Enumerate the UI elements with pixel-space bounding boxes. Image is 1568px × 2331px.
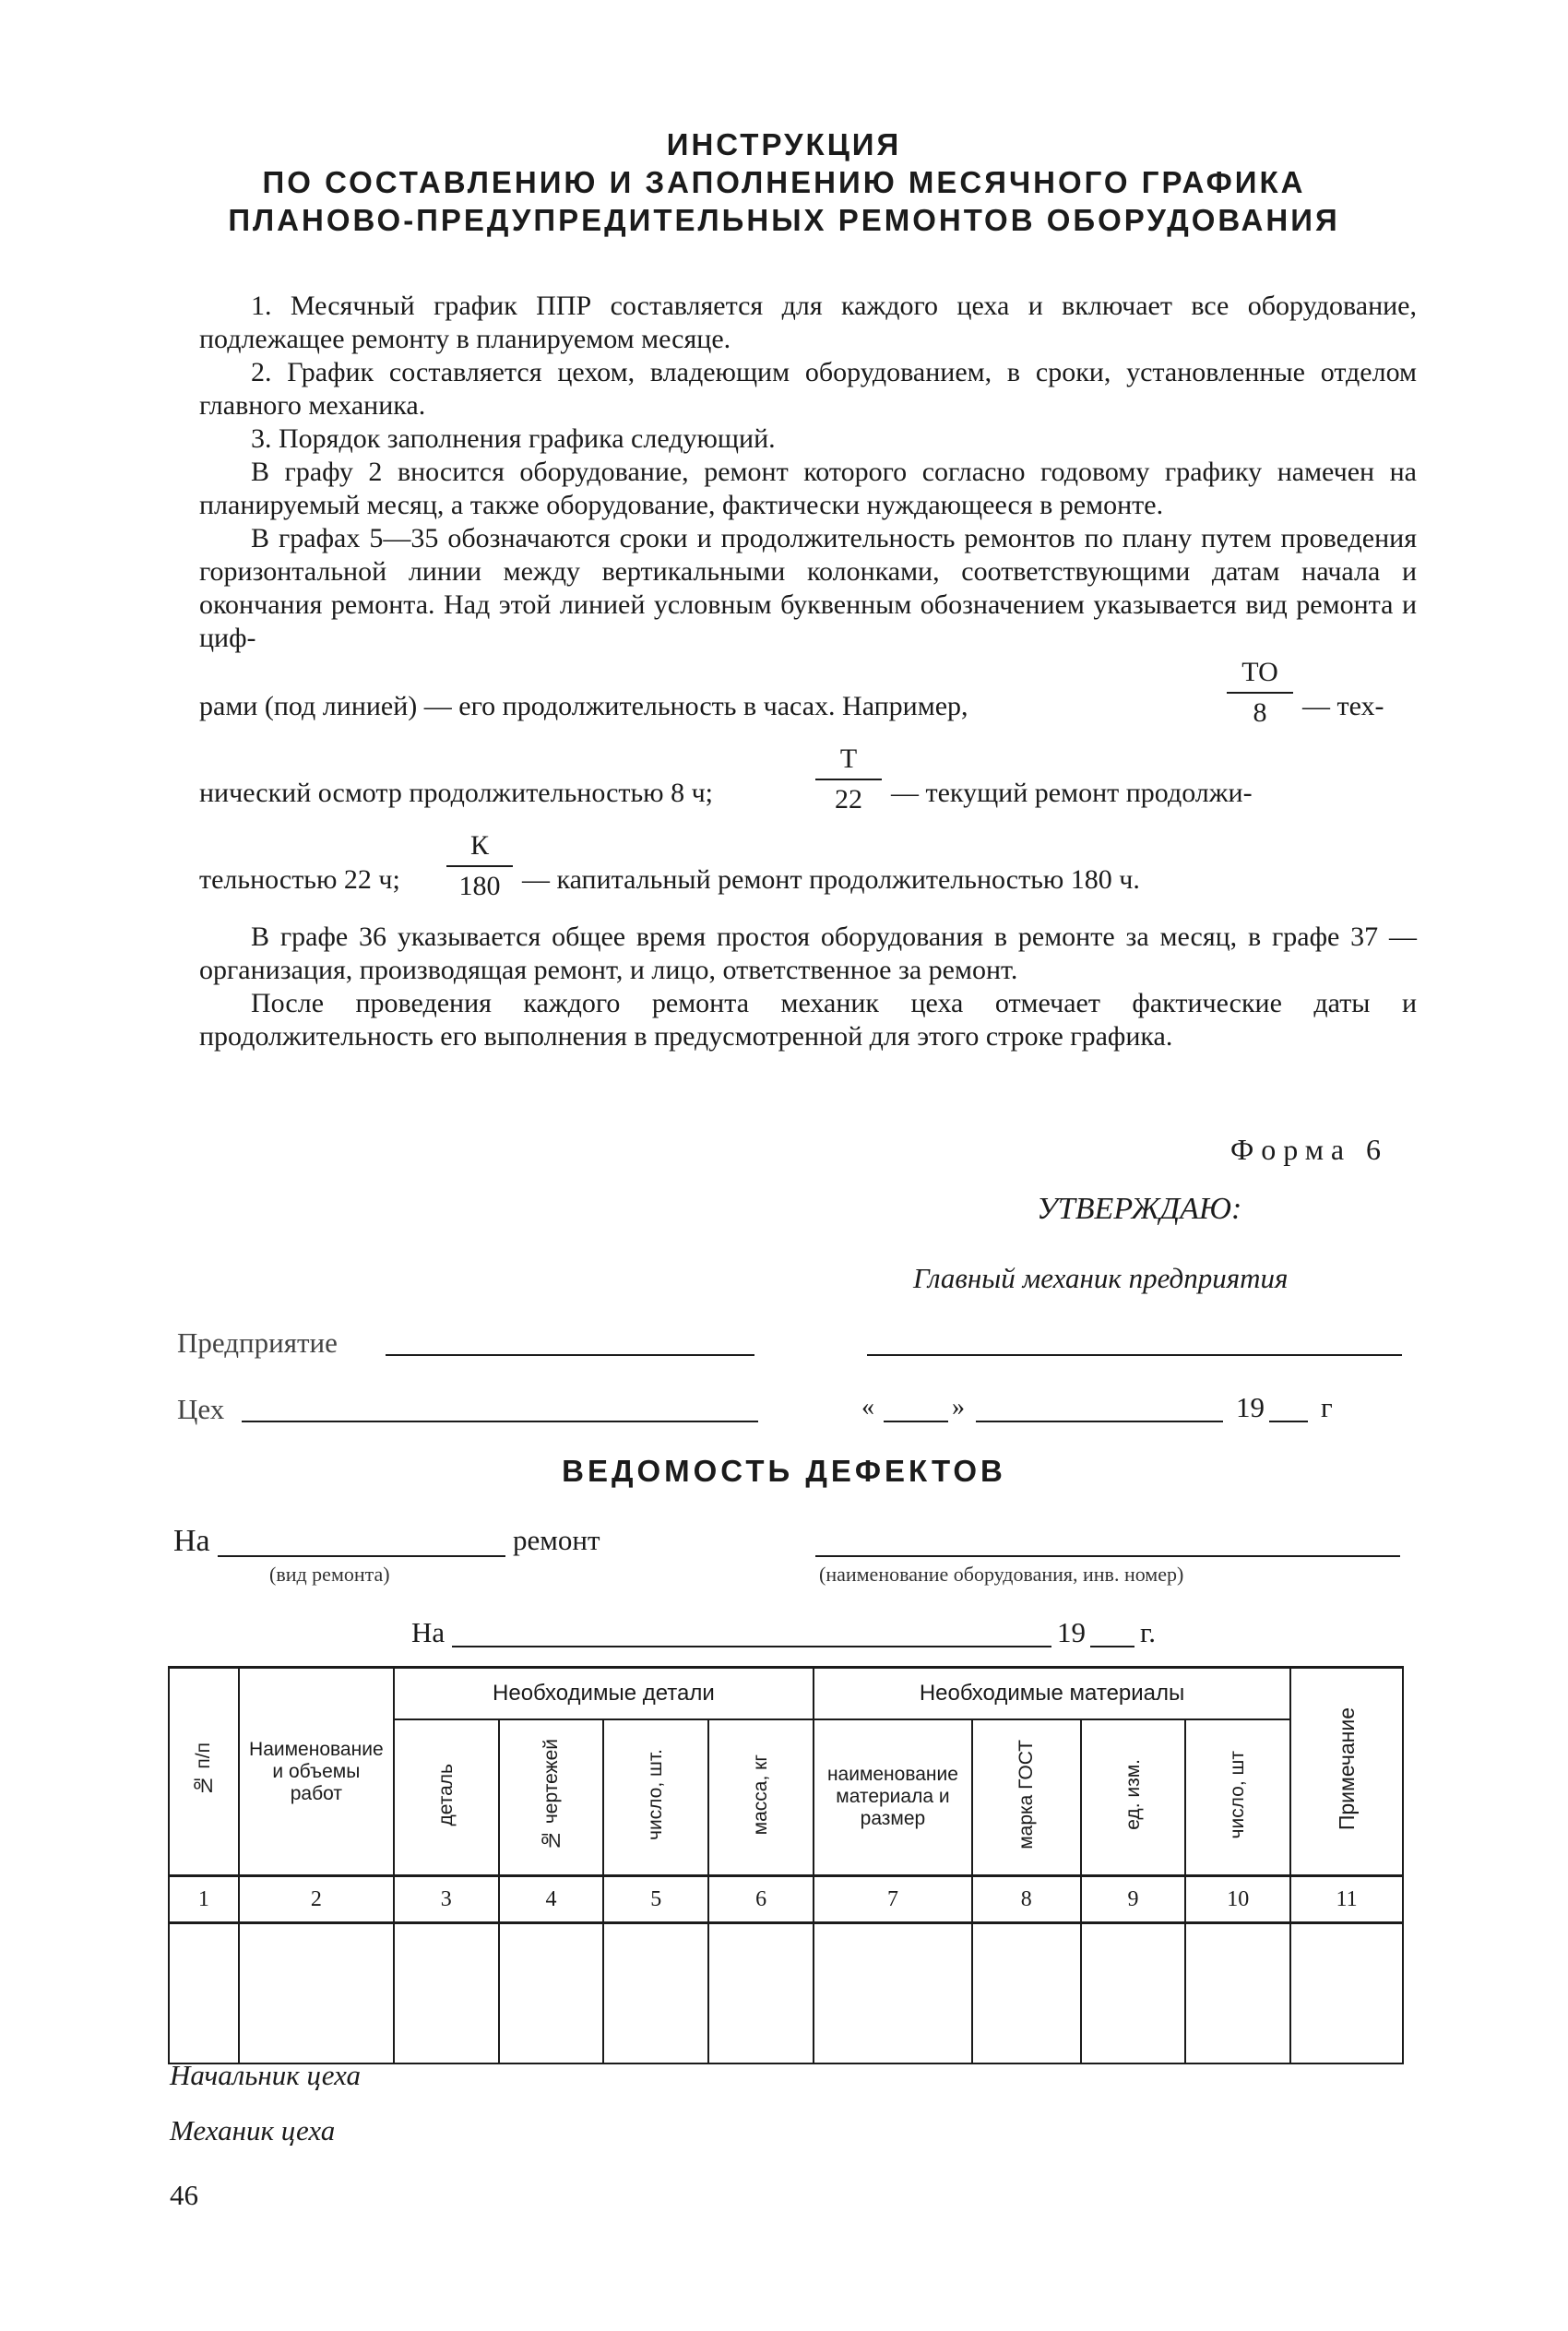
instruction-title	[0, 125, 1568, 239]
header-drawing: № чертежей	[499, 1719, 604, 1876]
na2-label: На	[411, 1616, 445, 1648]
month-field[interactable]	[976, 1395, 1223, 1422]
shop-field[interactable]	[242, 1395, 758, 1422]
header-remarks: Примечание	[1290, 1668, 1403, 1876]
header-material-name: наименование материала и размер	[814, 1719, 972, 1876]
header-unit: ед. изм.	[1081, 1719, 1186, 1876]
equipment-caption: (наименование оборудования, инв. номер)	[819, 1563, 1184, 1586]
na-label: На	[173, 1524, 210, 1558]
header-materials-group: Необходимые материалы	[814, 1668, 1290, 1719]
enterprise-field[interactable]	[386, 1328, 754, 1356]
header-parts-count: число, шт.	[603, 1719, 708, 1876]
shop-mechanic-label: Механик цеха	[170, 2114, 336, 2147]
header-part: деталь	[394, 1719, 499, 1876]
title-line-3: ПЛАНОВО-ПРЕДУПРЕДИТЕЛЬНЫХ РЕМОНТОВ ОБОРУДОВАНИЯ	[228, 203, 1340, 237]
paragraph-5: В графах 5—35 обозначаются сроки и продолжительность ремонтов по плану путем проведения горизонтальной линии между вертикальными колонками, соответствующими датам начала и окончания ремонта. Над этой линией условным буквенным обозначением указывается вид ремонта и циф-	[199, 523, 1417, 653]
head-of-shop-label: Начальник цеха	[170, 2059, 361, 2091]
fraction-k-180: К 180	[443, 828, 517, 904]
defects-table	[168, 1666, 1404, 2064]
paragraph-3: 3. Порядок заполнения графика следующий.	[251, 423, 776, 454]
page-number: 46	[170, 2179, 198, 2211]
header-gost: марка ГОСТ	[972, 1719, 1081, 1876]
enterprise-label: Предприятие	[177, 1326, 338, 1359]
day-field[interactable]	[884, 1395, 948, 1422]
year2-field[interactable]	[1090, 1620, 1134, 1647]
title-line-2: ПО СОСТАВЛЕНИЮ И ЗАПОЛНЕНИЮ МЕСЯЧНОГО ГРАФИКА	[262, 165, 1306, 199]
paragraph-4: В графу 2 вносится оборудование, ремонт которого согласно годовому графику намечен на планируемый месяц, а также оборудование, фактически нуждающееся в ремонте.	[199, 457, 1417, 520]
header-work: Наименование и объемы работ	[239, 1668, 394, 1876]
fraction-t-22: Т 22	[812, 742, 885, 817]
document-page: ИНСТРУКЦИЯ ПО СОСТАВЛЕНИЮ И ЗАПОЛНЕНИЮ МЕСЯЧНОГО ГРАФИКА ПЛАНОВО-ПРЕДУПРЕДИТЕЛЬНЫХ РЕМОНТОВ ОБОРУДОВАНИЯ 1. Месячный график ППР составляется для каждого цеха и включает все оборудование, подлежащее ремонту в планируемом месяце. 2. График составляется цехом, владеющим оборудованием, в сроки, установленные отделом главного механика. 3. Порядок заполнения графика следующий. В графу 2 вносится оборудование, ремонт которого согласно годовому графику намечен на планируемый месяц, а также оборудование, фактически нуждающееся в ремонте. В графах 5—35 обозначаются сроки и продолжительность ремонтов по плану путем проведения горизонтальной линии между вертикальными колонками, соответствующими датам начала и окончания ремонта. Над этой линией условным буквенным обозначением указывается вид ремонта и циф- рами (под линией) — его продолжительность в часах. Например, ТО 8 — тех- нический осмотр продолжительностью 8 ч; Т 22 — текущий ремонт продолжи- тельностью 22 ч; К 180 — капитальный ремонт продолжительностью 180 ч. В графе 36 указывается общее время простоя оборудования в ремонте за месяц, в графе 37 — организация, производящая ремонт, и лицо, ответственное за ремонт. После проведения каждого ремонта механик цеха отмечает фактические даты и продолжительность его выполнения в предусмотренной для этого строке графика. Форма 6 УТВЕРЖДАЮ: Главный механик предприятия Предприятие Цех « » 19 г ВЕДОМОСТЬ ДЕФЕКТОВ На ремонт (вид ремонта) (наименование оборудования, инв. номер) На 19 г. № п/п Наименование и объемы работ Необходимые детали Необходимые материалы Примечание деталь № чертежей число, шт. масса, кг наименование материала и размер марка ГОСТ ед. изм. число, шт 1 2 3 4 5 6 7 8 9 10 11 Начальник цеха Механик цеха 46	[0, 0, 1568, 2331]
form-label: Форма 6	[1230, 1133, 1389, 1166]
example-line-2: нический осмотр продолжительностью 8 ч; Т 22 — текущий ремонт продолжи-	[199, 742, 1417, 828]
equipment-field[interactable]	[815, 1529, 1400, 1557]
example-line-3: тельностью 22 ч; К 180 — капитальный ремонт продолжительностью 180 ч.	[199, 828, 1417, 915]
column-number-row: 1 2 3 4 5 6 7 8 9 10 11	[169, 1876, 1403, 1923]
header-material-count: число, шт	[1185, 1719, 1290, 1876]
header-parts-group: Необходимые детали	[394, 1668, 814, 1719]
paragraph-7: После проведения каждого ремонта механик цеха отмечает фактические даты и продолжительность его выполнения в предусмотренной для этого строке графика.	[199, 988, 1417, 1052]
repair-kind-caption: (вид ремонта)	[269, 1563, 390, 1586]
approve-label: УТВЕРЖДАЮ:	[1037, 1192, 1242, 1226]
repair-label: ремонт	[513, 1524, 600, 1556]
header-number: № п/п	[169, 1668, 239, 1876]
shop-label: Цех	[177, 1393, 225, 1425]
title-line-1: ИНСТРУКЦИЯ	[666, 127, 902, 161]
paragraph-2: 2. График составляется цехом, владеющим оборудованием, в сроки, установленные отделом главного механика.	[199, 357, 1417, 421]
paragraph-1: 1. Месячный график ППР составляется для каждого цеха и включает все оборудование, подлежащее ремонту в планируемом месяце.	[199, 291, 1417, 354]
fraction-to-8: ТО 8	[1223, 655, 1297, 731]
repair-kind-field[interactable]	[218, 1529, 505, 1557]
date-field[interactable]	[452, 1620, 1051, 1647]
year-field[interactable]	[1269, 1395, 1308, 1422]
chief-signature-field[interactable]	[867, 1328, 1402, 1356]
header-mass: масса, кг	[708, 1719, 814, 1876]
chief-mechanic-label: Главный механик предприятия	[913, 1262, 1289, 1294]
example-line-1: рами (под линией) — его продолжительность в часах. Например, ТО 8 — тех-	[199, 655, 1417, 742]
instruction-body	[199, 290, 1417, 1053]
paragraph-6: В графе 36 указывается общее время простоя оборудования в ремонте за месяц, в графе 37 — организация, производящая ремонт, и лицо, ответственное за ремонт.	[199, 922, 1417, 985]
statement-title: ВЕДОМОСТЬ ДЕФЕКТОВ	[562, 1454, 1006, 1488]
table-row[interactable]	[169, 1923, 1403, 2064]
